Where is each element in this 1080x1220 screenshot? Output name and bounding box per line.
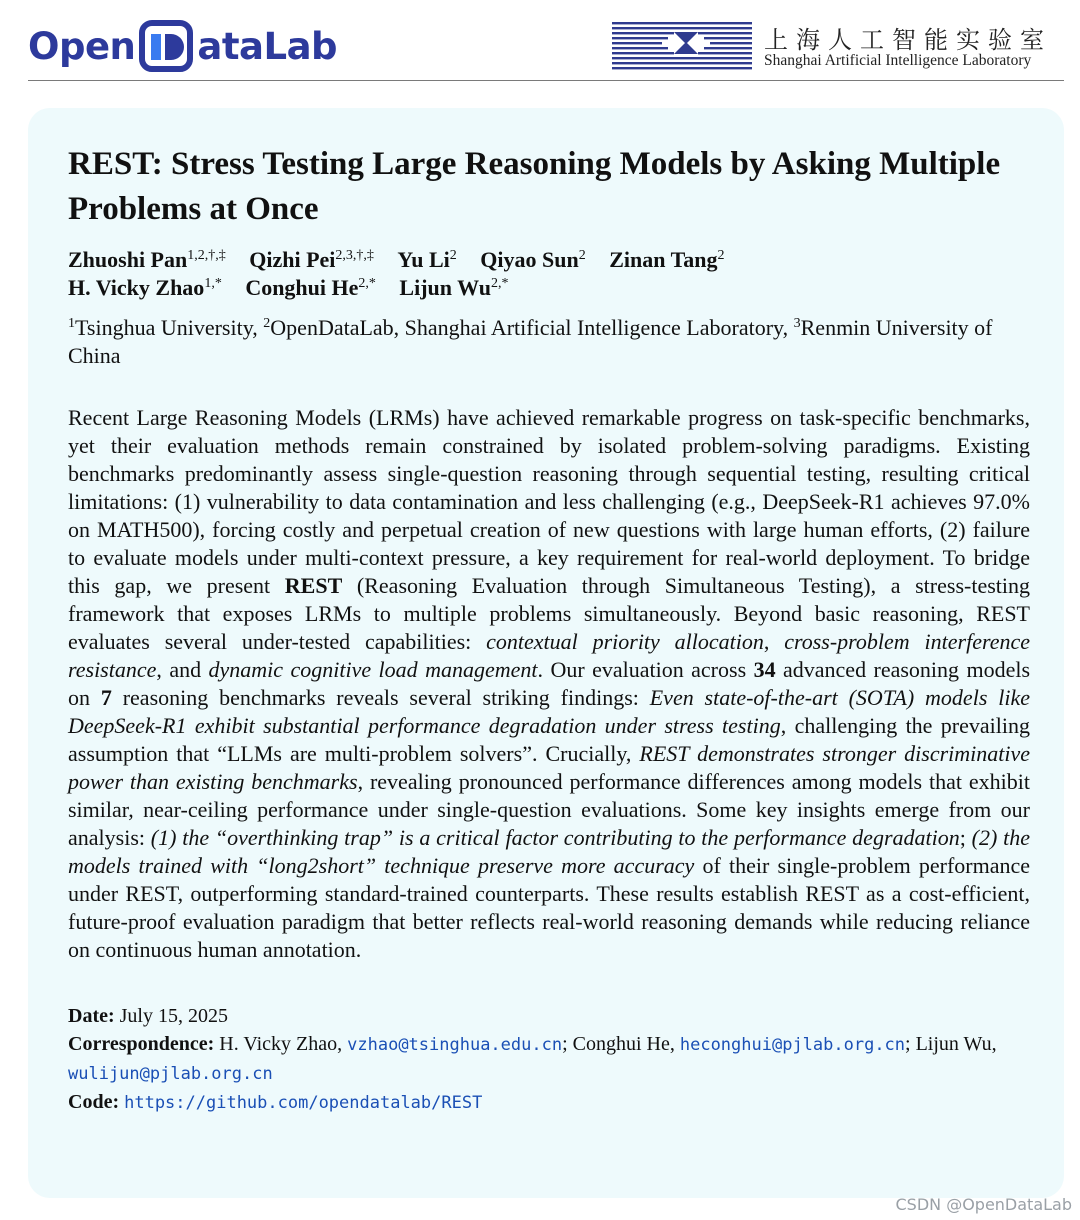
code-line: [68, 1088, 1030, 1117]
author-item: [68, 246, 226, 274]
author-sup: 2,3,†,‡: [335, 248, 374, 263]
header-rule: [28, 80, 1064, 81]
abstract-span: , challenging the prevailing assumption that “LLMs are multi-problem solvers”. Crucially,: [68, 713, 1031, 766]
correspondence-label: Correspondence:: [68, 1033, 215, 1055]
abstract-span: , and: [156, 657, 209, 682]
logo-word-suffix: ataLab: [197, 24, 338, 68]
author-sup: 2: [449, 248, 457, 263]
date-line: [68, 1002, 1030, 1030]
author-item: [68, 274, 222, 302]
abstract-bold: REST: [284, 573, 343, 598]
shlab-lines-icon: [612, 20, 752, 70]
shlab-english-name: Shanghai Artificial Intelligence Laboratory: [764, 52, 1032, 69]
author-name: Qizhi Pei: [249, 247, 336, 272]
date-label: Date:: [68, 1005, 115, 1027]
abstract-bold: 34: [753, 657, 776, 682]
shlab-logo: [612, 18, 1062, 74]
author-sup: 2,*: [358, 276, 376, 291]
paper-metadata: [68, 1002, 1030, 1117]
abstract-italic: dynamic cognitive load management: [208, 657, 538, 682]
author-list: [68, 246, 848, 302]
abstract-italic: (1) the “overthinking trap” is a critical factor contributing to the performance degradation: [150, 825, 960, 850]
author-name: Yu Li: [397, 247, 450, 272]
affil-sup: 3: [793, 316, 801, 331]
author-item: [245, 274, 376, 302]
paper-title: REST: Stress Testing Large Reasoning Models by Asking Multiple Problems at Once: [68, 146, 1001, 227]
code-link[interactable]: https://github.com/opendatalab/REST: [124, 1093, 483, 1113]
affil-sup: 1: [68, 316, 75, 331]
corr-name: ; Lijun Wu,: [905, 1033, 997, 1055]
abstract-text: [68, 404, 1030, 964]
affiliations: [68, 314, 1030, 370]
author-name: Qiyao Sun: [480, 247, 579, 272]
shlab-chinese-name: 上海人工智能实验室: [764, 26, 1052, 54]
abstract-bold: 7: [100, 685, 112, 710]
email-link[interactable]: vzhao@tsinghua.edu.cn: [347, 1035, 563, 1055]
opendatalab-logo: [28, 18, 337, 74]
opendatalab-d-icon: [139, 20, 193, 72]
abstract-span: ,: [763, 629, 785, 654]
author-item: [249, 246, 374, 274]
date-value: July 15, 2025: [114, 1005, 228, 1027]
author-item: [397, 246, 456, 274]
abstract-italic: REST demonstrates stronger discriminative power than existing benchmarks: [68, 741, 1031, 794]
abstract-italic: cross-problem interference resistance: [68, 629, 1030, 682]
abstract-span: (Reasoning Evaluation through Simultaneous Testing), a stress-testing framework that exposes LRMs to multiple problems simultaneously. Beyond basic reasoning, REST evaluates several under-tested capabilities:: [68, 573, 1031, 654]
author-item: [480, 246, 585, 274]
email-link[interactable]: wulijun@pjlab.org.cn: [68, 1064, 273, 1084]
abstract-span: reasoning benchmarks reveals several striking findings:: [111, 685, 650, 710]
csdn-watermark: CSDN @OpenDataLab: [895, 1195, 1072, 1214]
card-content: [68, 142, 1030, 1117]
code-label: Code:: [68, 1091, 120, 1113]
abstract-italic: Even state-of-the-art (SOTA) models like DeepSeek-R1 exhibit substantial performance degradation under stress testing: [68, 685, 1030, 738]
affil-sup: 2: [263, 316, 271, 331]
affil-text: OpenDataLab, Shanghai Artificial Intelligence Laboratory,: [270, 315, 794, 340]
abstract-italic: (2) the models trained with “long2short” technique preserve more accuracy: [68, 825, 1030, 878]
email-link[interactable]: heconghui@pjlab.org.cn: [679, 1035, 906, 1055]
author-item: [609, 246, 724, 274]
abstract-span: of their single-problem performance under REST, outperforming standard-trained counterparts. These results establish REST as a cost-efficient, future-proof evaluation paradigm that better reflects real-world reasoning demands while reducing reliance on continuous human annotation.: [68, 853, 1031, 962]
author-item: [399, 274, 508, 302]
author-sup: 1,*: [204, 276, 222, 291]
abstract-italic: contextual priority allocation: [486, 629, 764, 654]
author-name: Zinan Tang: [609, 247, 718, 272]
author-name: Lijun Wu: [399, 275, 491, 300]
author-sup: 2,*: [490, 276, 509, 291]
author-sup: 1,2,†,‡: [187, 248, 226, 263]
author-name: Zhuoshi Pan: [68, 247, 188, 272]
correspondence-line: [68, 1030, 1030, 1088]
abstract-span: ;: [959, 825, 972, 850]
abstract-card: [28, 108, 1064, 1198]
author-name: H. Vicky Zhao: [68, 275, 205, 300]
author-sup: 2: [578, 248, 586, 263]
page-header: [0, 0, 1080, 82]
logo-word-prefix: Open: [28, 24, 136, 68]
abstract-span: advanced reasoning models on: [68, 657, 1031, 710]
corr-name: H. Vicky Zhao,: [214, 1033, 348, 1055]
abstract-span: , revealing pronounced performance differences among models that exhibit similar, near-ceiling performance under single-question evaluations. Some key insights emerge from our analysis:: [68, 769, 1030, 850]
abstract-span: Recent Large Reasoning Models (LRMs) have achieved remarkable progress on task-specific benchmarks, yet their evaluation methods remain constrained by isolated problem-solving paradigms. Existing benchmarks predominantly assess single-question reasoning through sequential testing, resulting critical limitations: (1) vulnerability to data contamination and less challenging (e.g., DeepSeek-R1 achieves 97.0% on MATH500), forcing costly and perpetual creation of new questions with large human efforts, (2) failure to evaluate models under multi-context pressure, a key requirement for real-world deployment. To bridge this gap, we present: [68, 405, 1030, 598]
author-name: Conghui He: [245, 275, 359, 300]
corr-name: ; Conghui He,: [562, 1033, 680, 1055]
affil-text: Tsinghua University,: [75, 315, 264, 340]
author-sup: 2: [717, 248, 725, 263]
abstract-span: . Our evaluation across: [537, 657, 754, 682]
affil-text: Renmin University of China: [68, 315, 993, 368]
